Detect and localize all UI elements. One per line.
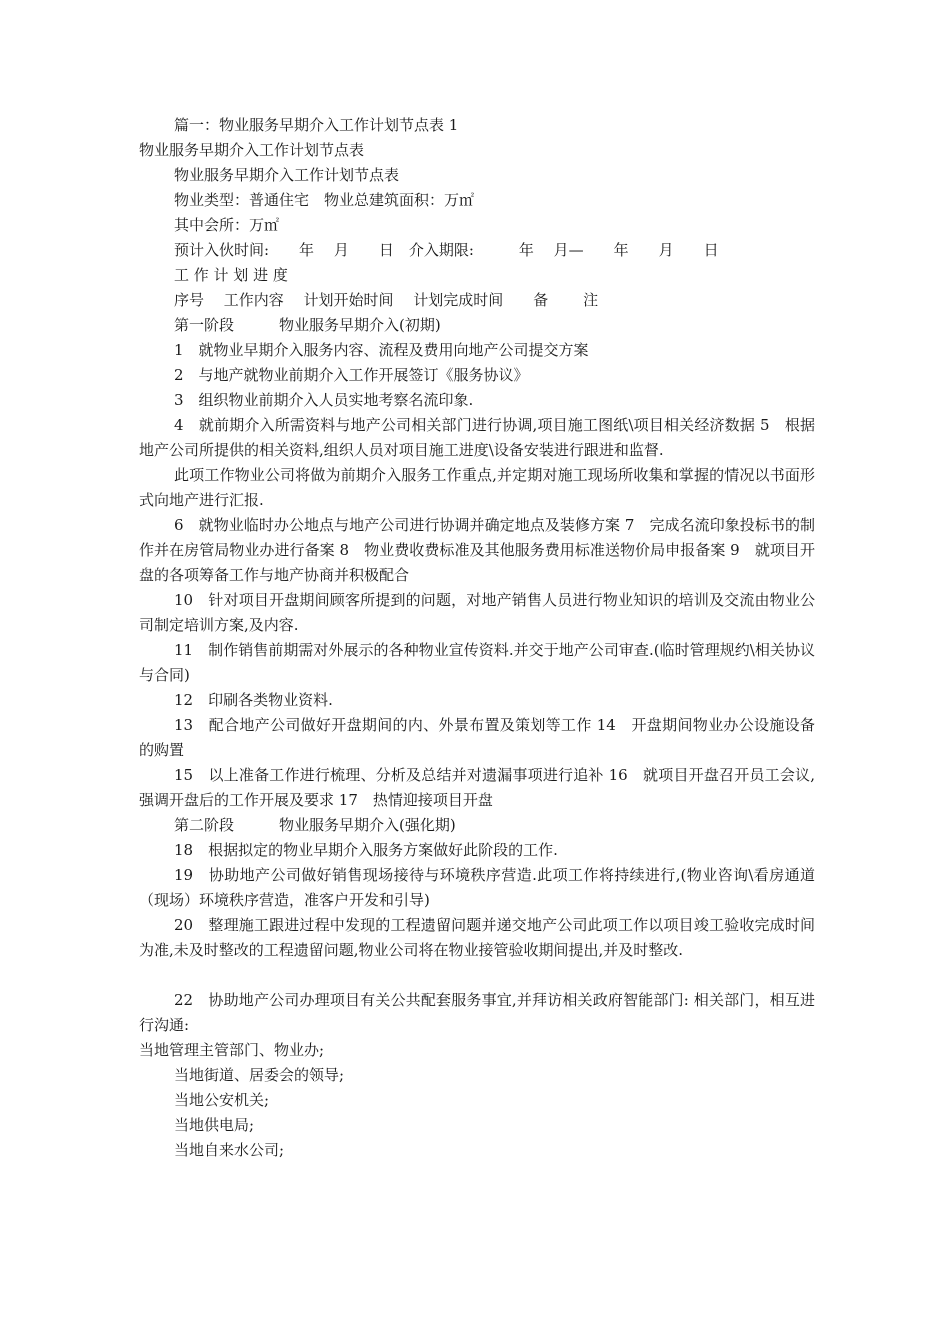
table-title: 物业服务早期介入工作计划节点表 bbox=[174, 166, 400, 184]
work-plan-heading: 工 作 计 划 进 度 bbox=[174, 266, 288, 284]
clubhouse-area-line: 其中会所：万㎡ bbox=[174, 216, 280, 234]
contact-street-office: 当地街道、居委会的领导; bbox=[174, 1066, 345, 1084]
item-20: 20 整理施工跟进过程中发现的工程遗留问题并递交地产公司此项工作以项目竣工验收完成时间为准,未及时整改的工程遗留问题,物业公司将在物业接管验收期间提出,并及时整改. bbox=[139, 916, 815, 959]
item-2: 2 与地产就物业前期介入工作开展签订《服务协议》 bbox=[174, 366, 529, 384]
item-22: 22 协助地产公司办理项目有关公共配套服务事宜,并拜访相关政府智能部门: 相关部门，相互进行沟通: bbox=[139, 991, 815, 1034]
stage-two-heading: 第二阶段 物业服务早期介入(强化期) bbox=[174, 816, 456, 834]
stage-one-heading: 第一阶段 物业服务早期介入(初期) bbox=[174, 316, 441, 334]
item-1: 1 就物业早期介入服务内容、流程及费用向地产公司提交方案 bbox=[174, 341, 589, 359]
contact-water-company: 当地自来水公司; bbox=[174, 1141, 285, 1159]
item-13-14: 13 配合地产公司做好开盘期间的内、外景布置及策划等工作 14 开盘期间物业办公设施设备的购置 bbox=[139, 716, 815, 759]
item-11: 11 制作销售前期需对外展示的各种物业宣传资料.并交于地产公司审查.(临时管理规约\相关协议与合同) bbox=[139, 641, 815, 684]
table-header-line: 序号 工作内容 计划开始时间 计划完成时间 备 注 bbox=[174, 291, 599, 309]
item-6-9: 6 就物业临时办公地点与地产公司进行协调并确定地点及装修方案 7 完成名流印象投标书的制作并在房管局物业办进行备案 8 物业费收费标准及其他服务费用标准送物价局申报备案 9 就项目开盘的各项筹备工作与地产协商并积极配合 bbox=[139, 516, 815, 584]
item-15-17: 15 以上准备工作进行梳理、分析及总结并对遗漏事项进行追补 16 就项目开盘召开员工会议,强调开盘后的工作开展及要求 17 热情迎接项目开盘 bbox=[139, 766, 815, 809]
schedule-dates-line: 预计入伙时间: 年 月 日 介入期限: 年 月— 年 月 日 bbox=[174, 241, 719, 259]
item-3: 3 组织物业前期介入人员实地考察名流印象. bbox=[174, 391, 474, 409]
item-18: 18 根据拟定的物业早期介入服务方案做好此阶段的工作. bbox=[174, 841, 558, 859]
contact-police: 当地公安机关; bbox=[174, 1091, 270, 1109]
contact-power-bureau: 当地供电局; bbox=[174, 1116, 255, 1134]
stage-note-paragraph: 此项工作物业公司将做为前期介入服务工作重点,并定期对施工现场所收集和掌握的情况以书面形式向地产进行汇报. bbox=[139, 466, 815, 509]
doc-title: 物业服务早期介入工作计划节点表 bbox=[139, 141, 365, 159]
item-19: 19 协助地产公司做好销售现场接待与环境秩序营造.此项工作将持续进行,(物业咨询\看房通道（现场）环境秩序营造，准客户开发和引导) bbox=[139, 866, 815, 909]
item-10: 10 针对项目开盘期间顾客所提到的问题，对地产销售人员进行物业知识的培训及交流由物业公司制定培训方案,及内容. bbox=[139, 591, 815, 634]
contact-management-dept: 当地管理主管部门、物业办; bbox=[139, 1041, 325, 1059]
document-body bbox=[139, 113, 815, 1163]
item-12: 12 印刷各类物业资料. bbox=[174, 691, 333, 709]
property-type-line: 物业类型：普通住宅 物业总建筑面积：万㎡ bbox=[174, 191, 475, 209]
blank-line bbox=[139, 963, 815, 988]
doc-heading: 篇一：物业服务早期介入工作计划节点表 1 bbox=[174, 116, 459, 134]
item-4-5: 4 就前期介入所需资料与地产公司相关部门进行协调,项目施工图纸\项目相关经济数据 5 根据地产公司所提供的相关资料,组织人员对项目施工进度\设备安装进行跟进和监督. bbox=[139, 416, 815, 459]
